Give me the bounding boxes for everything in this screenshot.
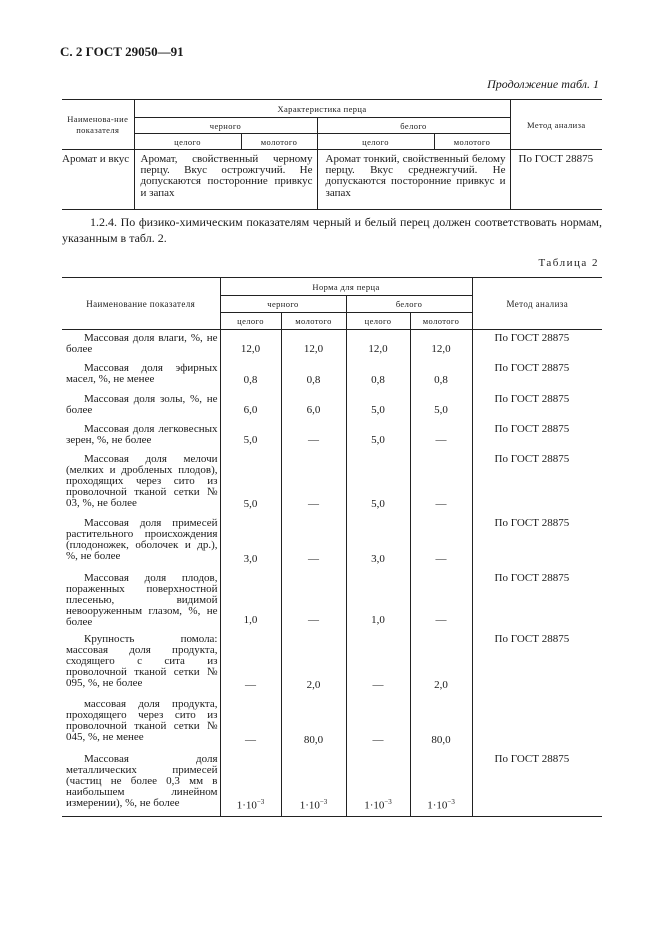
t2-header-name: Наименование показателя <box>62 278 220 330</box>
t1-header-white-ground: молотого <box>434 134 510 150</box>
table-2-label: Таблица 2 <box>538 257 599 269</box>
cell: 12,0 <box>346 330 410 360</box>
t1-header-white-whole: целого <box>317 134 434 150</box>
paragraph-1-2-4: 1.2.4. По физико-химическим показателям черный и белый перец должен соответствовать нормам, указанным в табл. 2. <box>62 215 602 245</box>
row-name: Массовая доля примесей растительного происхождения (плодоножек, оболочек и др.), %, не более <box>66 516 218 563</box>
table-2 <box>62 277 602 817</box>
cell: 3,0 <box>220 515 281 570</box>
cell: 5,0 <box>220 451 281 515</box>
row-method: По ГОСТ 28875 <box>472 515 602 570</box>
row-name: Массовая доля легковесных зерен, %, не более <box>66 422 218 446</box>
cell: 6,0 <box>281 391 346 421</box>
row-method: По ГОСТ 28875 <box>472 421 602 451</box>
t1-row-name: Аромат и вкус <box>62 153 130 165</box>
row-name: Массовая доля эфирных масел, %, не менее <box>66 361 218 385</box>
table-continuation-label: Продолжение табл. 1 <box>487 77 599 91</box>
t2-header-black: черного <box>220 296 346 313</box>
row-method: По ГОСТ 28875 <box>472 360 602 391</box>
cell: — <box>281 515 346 570</box>
cell: 5,0 <box>410 391 472 421</box>
cell: 1,0 <box>220 570 281 631</box>
table-row <box>62 751 602 817</box>
cell: 5,0 <box>346 421 410 451</box>
table-row <box>62 631 602 696</box>
cell: 0,8 <box>220 360 281 391</box>
t1-row-white: Аромат тонкий, свойственный белому перцу. Вкус среднежгучий. Не допускаются посторонние привкус и запах <box>317 150 510 210</box>
table-row <box>62 451 602 515</box>
cell: 12,0 <box>410 330 472 360</box>
cell: — <box>346 631 410 696</box>
cell: — <box>410 421 472 451</box>
cell: 5,0 <box>346 451 410 515</box>
t2-header-norm: Норма для перца <box>220 278 472 296</box>
cell: 1,0 <box>346 570 410 631</box>
t2-header-black-whole: целого <box>220 313 281 330</box>
cell: 0,8 <box>281 360 346 391</box>
table-1-continuation <box>62 99 602 210</box>
row-method <box>472 696 602 751</box>
row-name: Крупность помола: массовая доля продукта, сходящего с сита из проволочной тканой сетки № 095, %, не более <box>66 632 218 690</box>
cell: 5,0 <box>220 421 281 451</box>
table-row <box>62 515 602 570</box>
cell: 2,0 <box>410 631 472 696</box>
t1-row-method: По ГОСТ 28875 <box>510 150 602 210</box>
row-method: По ГОСТ 28875 <box>472 751 602 817</box>
row-name: массовая доля продукта, проходящего через сито из проволочной тканой сетки № 045, %, не менее <box>66 697 218 744</box>
t1-header-name: Наименова-ние показателя <box>62 100 134 150</box>
cell: — <box>220 631 281 696</box>
table-row <box>62 330 602 360</box>
row-method: По ГОСТ 28875 <box>472 570 602 631</box>
row-name: Массовая доля влаги, %, не более <box>66 332 218 356</box>
t1-header-black-ground: молотого <box>241 134 317 150</box>
row-name: Массовая доля плодов, пораженных поверхностной плесенью, видимой невооруженным глазом, %, не более <box>66 571 218 629</box>
t2-header-method: Метод анализа <box>472 278 602 330</box>
page-header: С. 2 ГОСТ 29050—91 <box>60 44 184 59</box>
table-row <box>62 391 602 421</box>
cell: — <box>410 515 472 570</box>
row-method: По ГОСТ 28875 <box>472 330 602 360</box>
cell: — <box>281 421 346 451</box>
t1-row-black: Аромат, свойственный черному перцу. Вкус острожгучий. Не допускаются посторонние привкус и запах <box>134 150 317 210</box>
row-name: Массовая доля золы, %, не более <box>66 392 218 416</box>
cell: 80,0 <box>281 696 346 751</box>
cell: — <box>281 570 346 631</box>
row-name: Массовая доля металлических примесей (частиц не более 0,3 мм в наибольшем линейном измерении), %, не более <box>66 752 218 810</box>
cell: $1\cdot 10^{-3}$ <box>220 751 281 817</box>
t1-header-black: черного <box>134 118 317 134</box>
cell: — <box>220 696 281 751</box>
cell: 2,0 <box>281 631 346 696</box>
cell: 0,8 <box>410 360 472 391</box>
table-row <box>62 696 602 751</box>
t2-header-white-ground: молотого <box>410 313 472 330</box>
t2-header-white: белого <box>346 296 472 313</box>
cell: 80,0 <box>410 696 472 751</box>
t2-header-white-whole: целого <box>346 313 410 330</box>
cell: — <box>346 696 410 751</box>
cell: — <box>410 570 472 631</box>
t1-header-characteristic: Характеристика перца <box>134 100 510 118</box>
cell: 0,8 <box>346 360 410 391</box>
t1-header-white: белого <box>317 118 510 134</box>
t1-header-method: Метод анализа <box>510 100 602 150</box>
cell: $1\cdot 10^{-3}$ <box>281 751 346 817</box>
table-row <box>62 421 602 451</box>
table-row <box>62 360 602 391</box>
cell: 12,0 <box>220 330 281 360</box>
cell: $1\cdot 10^{-3}$ <box>346 751 410 817</box>
cell: 12,0 <box>281 330 346 360</box>
cell: $1\cdot 10^{-3}$ <box>410 751 472 817</box>
row-method: По ГОСТ 28875 <box>472 391 602 421</box>
row-name: Массовая доля мелочи (мелких и дробленых плодов), проходящих через сито из проволочной тканой сетки № 03, %, не более <box>66 452 218 510</box>
cell: — <box>281 451 346 515</box>
t1-header-black-whole: целого <box>134 134 241 150</box>
cell: 6,0 <box>220 391 281 421</box>
t2-header-black-ground: молотого <box>281 313 346 330</box>
row-method: По ГОСТ 28875 <box>472 451 602 515</box>
table-row <box>62 570 602 631</box>
cell: 5,0 <box>346 391 410 421</box>
row-method: По ГОСТ 28875 <box>472 631 602 696</box>
cell: — <box>410 451 472 515</box>
cell: 3,0 <box>346 515 410 570</box>
